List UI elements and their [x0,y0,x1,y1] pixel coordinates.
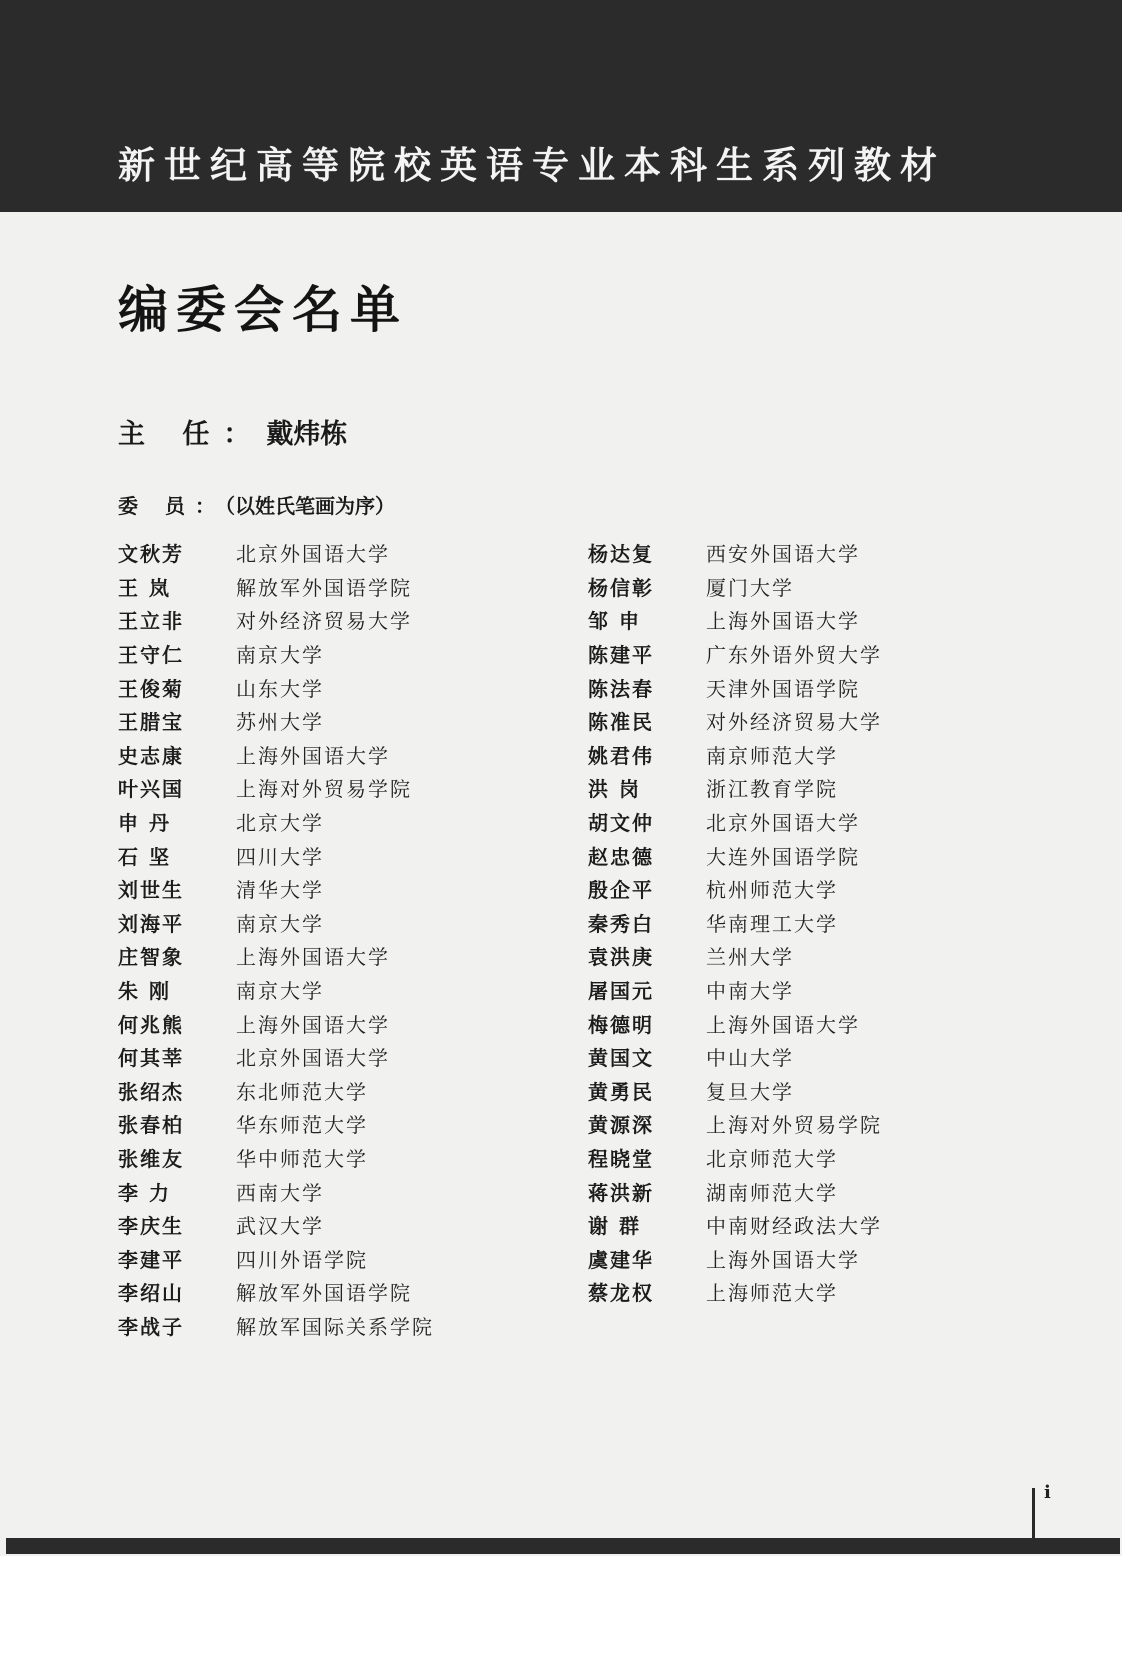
member-institution: 对外经济贸易大学 [236,609,412,634]
member-institution: 上海外国语大学 [236,1012,390,1037]
member-name: 虞建华 [588,1247,654,1272]
member-row [588,1174,1008,1208]
member-row [118,939,588,973]
member-name: 李建平 [118,1247,184,1272]
member-institution: 南京大学 [236,643,324,668]
member-row [118,738,588,772]
member-name: 王 岚 [118,575,171,600]
member-institution: 北京外国语大学 [236,542,390,567]
member-row [588,570,1008,604]
member-name: 庄智象 [118,945,184,970]
member-institution: 厦门大学 [706,575,794,600]
member-name: 李绍山 [118,1281,184,1306]
member-row [588,906,1008,940]
member-row [118,1174,588,1208]
member-name: 申 丹 [118,811,171,836]
member-institution: 上海外国语大学 [706,1247,860,1272]
director-label: 主 任： [118,419,265,450]
member-row [118,670,588,704]
member-row [118,805,588,839]
member-name: 王腊宝 [118,710,184,735]
member-name: 刘海平 [118,911,184,936]
member-institution: 解放军外国语学院 [236,575,412,600]
member-row [118,973,588,1007]
member-name: 陈准民 [588,710,654,735]
member-institution: 上海外国语大学 [236,743,390,768]
member-institution: 东北师范大学 [236,1079,368,1104]
member-name: 程晓堂 [588,1146,654,1171]
member-institution: 苏州大学 [236,710,324,735]
member-row [118,838,588,872]
members-heading [118,490,395,519]
member-name: 蒋洪新 [588,1180,654,1205]
member-institution: 武汉大学 [236,1214,324,1239]
member-row [118,1141,588,1175]
member-name: 张春柏 [118,1113,184,1138]
member-institution: 上海对外贸易学院 [236,777,412,802]
member-name: 李庆生 [118,1214,184,1239]
member-institution: 西安外国语大学 [706,542,860,567]
member-institution: 上海外国语大学 [706,1012,860,1037]
members-label: 委 员： [118,494,225,518]
member-institution: 北京外国语大学 [706,811,860,836]
member-institution: 兰州大学 [706,945,794,970]
series-title: 新世纪高等院校英语专业本科生系列教材 [118,144,946,187]
member-name: 王俊菊 [118,676,184,701]
member-institution: 西南大学 [236,1180,324,1205]
member-row [588,670,1008,704]
member-row [118,1241,588,1275]
member-name: 黄勇民 [588,1079,654,1104]
member-institution: 复旦大学 [706,1079,794,1104]
member-row [118,1074,588,1108]
member-name: 朱 刚 [118,979,171,1004]
member-row [118,570,588,604]
member-row [118,906,588,940]
member-row [588,771,1008,805]
member-name: 殷企平 [588,878,654,903]
member-row [588,872,1008,906]
member-row [588,1275,1008,1309]
member-name: 蔡龙权 [588,1281,654,1306]
below-page-margin [0,1556,1122,1680]
member-institution: 对外经济贸易大学 [706,710,882,735]
member-row [588,838,1008,872]
member-name: 刘世生 [118,878,184,903]
member-row [588,805,1008,839]
member-name: 邹 申 [588,609,641,634]
member-institution: 四川大学 [236,844,324,869]
member-institution: 天津外国语学院 [706,676,860,701]
member-row [118,1107,588,1141]
members-list-left [118,536,588,1342]
member-name: 石 坚 [118,844,171,869]
member-name: 姚君伟 [588,743,654,768]
members-list-right [588,536,1008,1309]
member-institution: 四川外语学院 [236,1247,368,1272]
member-name: 王守仁 [118,643,184,668]
member-row [118,704,588,738]
member-name: 杨达复 [588,542,654,567]
member-row [588,1141,1008,1175]
member-institution: 大连外国语学院 [706,844,860,869]
member-name: 杨信彰 [588,575,654,600]
member-name: 史志康 [118,743,184,768]
member-row [588,738,1008,772]
member-row [588,637,1008,671]
member-institution: 中南财经政法大学 [706,1214,882,1239]
member-name: 黄源深 [588,1113,654,1138]
member-institution: 湖南师范大学 [706,1180,838,1205]
member-name: 洪 岗 [588,777,641,802]
member-name: 胡文仲 [588,811,654,836]
member-institution: 北京外国语大学 [236,1046,390,1071]
director-name: 戴炜栋 [266,419,348,450]
member-row [588,704,1008,738]
member-row [588,1107,1008,1141]
member-row [118,603,588,637]
member-name: 陈法春 [588,676,654,701]
member-name: 谢 群 [588,1214,641,1239]
member-row [588,1040,1008,1074]
member-name: 何其莘 [118,1046,184,1071]
member-name: 文秋芳 [118,542,184,567]
member-name: 叶兴国 [118,777,184,802]
member-institution: 北京师范大学 [706,1146,838,1171]
member-row [118,536,588,570]
member-row [118,771,588,805]
member-institution: 上海外国语大学 [236,945,390,970]
footer-band [6,1538,1120,1554]
member-name: 梅德明 [588,1012,654,1037]
member-row [118,637,588,671]
member-name: 李战子 [118,1314,184,1339]
header-band [0,0,1122,212]
member-name: 秦秀白 [588,911,654,936]
page-title: 编委会名单 [118,281,408,339]
member-institution: 南京大学 [236,979,324,1004]
member-institution: 北京大学 [236,811,324,836]
member-name: 袁洪庚 [588,945,654,970]
member-institution: 南京师范大学 [706,743,838,768]
member-institution: 上海师范大学 [706,1281,838,1306]
member-institution: 解放军外国语学院 [236,1281,412,1306]
member-institution: 山东大学 [236,676,324,701]
member-name: 何兆熊 [118,1012,184,1037]
member-row [118,872,588,906]
member-name: 陈建平 [588,643,654,668]
member-institution: 南京大学 [236,911,324,936]
page-number: i [1044,1482,1051,1503]
member-row [588,603,1008,637]
member-row [588,1074,1008,1108]
member-name: 李 力 [118,1180,171,1205]
member-row [118,1006,588,1040]
member-row [588,973,1008,1007]
member-row [118,1208,588,1242]
member-institution: 广东外语外贸大学 [706,643,882,668]
member-institution: 杭州师范大学 [706,878,838,903]
member-name: 王立非 [118,609,184,634]
member-row [118,1040,588,1074]
member-institution: 华中师范大学 [236,1146,368,1171]
member-row [118,1309,588,1343]
member-institution: 华东师范大学 [236,1113,368,1138]
member-institution: 上海对外贸易学院 [706,1113,882,1138]
member-institution: 华南理工大学 [706,911,838,936]
member-name: 赵忠德 [588,844,654,869]
member-institution: 上海外国语大学 [706,609,860,634]
member-institution: 解放军国际关系学院 [236,1314,434,1339]
member-row [118,1275,588,1309]
member-name: 屠国元 [588,979,654,1004]
member-row [588,1006,1008,1040]
member-institution: 浙江教育学院 [706,777,838,802]
member-name: 黄国文 [588,1046,654,1071]
member-row [588,939,1008,973]
members-order-note: （以姓氏笔画为序） [224,494,395,518]
director-row [118,412,347,451]
member-institution: 中山大学 [706,1046,794,1071]
member-institution: 清华大学 [236,878,324,903]
member-row [588,1208,1008,1242]
member-name: 张绍杰 [118,1079,184,1104]
member-row [588,536,1008,570]
member-institution: 中南大学 [706,979,794,1004]
member-name: 张维友 [118,1146,184,1171]
member-row [588,1241,1008,1275]
